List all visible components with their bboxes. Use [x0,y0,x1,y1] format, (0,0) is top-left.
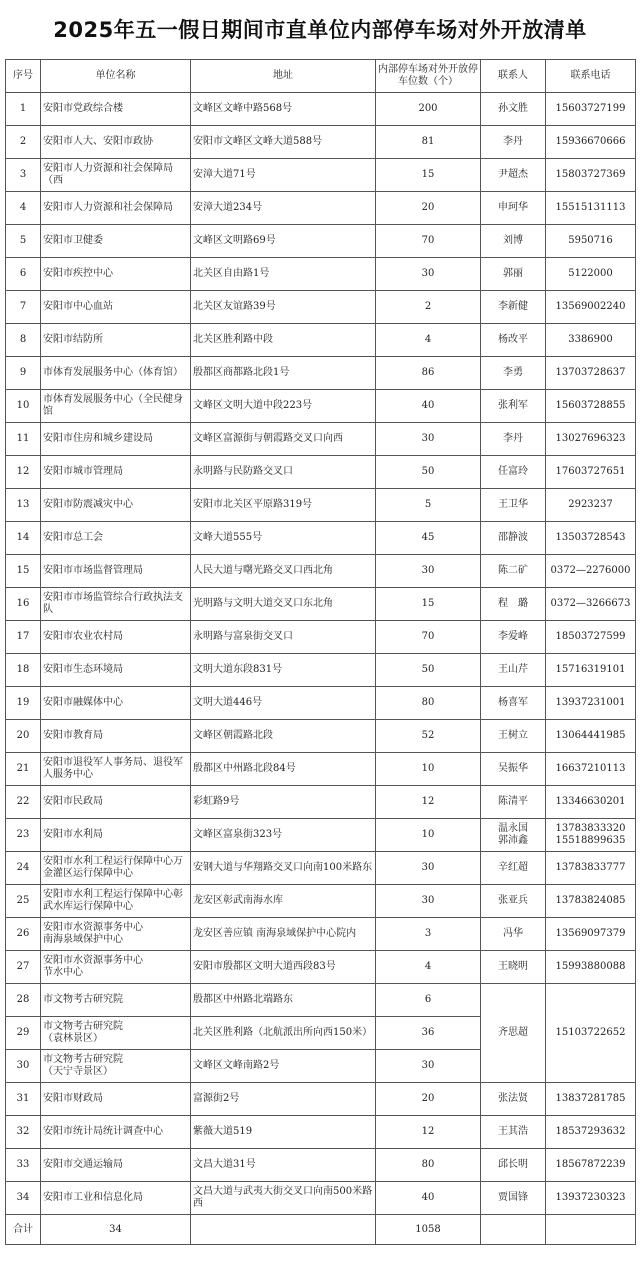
row-unit-name: 安阳市中心血站 [41,291,191,324]
table-body [6,93,636,1245]
row-parking-spaces: 3 [376,918,481,951]
row-contact-person: 吴振华 [481,753,546,786]
row-unit-name: 市文物考古研究院 （袁林景区） [41,1017,191,1050]
row-index: 14 [6,522,41,555]
table-row [6,951,636,984]
row-parking-spaces: 15 [376,159,481,192]
row-unit-name: 安阳市住房和城乡建设局 [41,423,191,456]
row-phone: 13569002240 [546,291,636,324]
row-unit-name: 安阳市水利局 [41,819,191,852]
row-index: 6 [6,258,41,291]
row-address: 安漳大道71号 [191,159,376,192]
header-phone: 联系电话 [546,60,636,93]
table-row [6,1083,636,1116]
row-address: 光明路与文明大道交叉口东北角 [191,588,376,621]
row-unit-name: 安阳市市场监管综合行政执法支 队 [41,588,191,621]
row-phone: 18503727599 [546,621,636,654]
row-phone: 15603728855 [546,390,636,423]
table-row [6,753,636,786]
row-index: 29 [6,1017,41,1050]
row-parking-spaces: 70 [376,225,481,258]
row-parking-spaces: 86 [376,357,481,390]
total-label: 合计 [6,1215,41,1245]
row-parking-spaces: 6 [376,984,481,1017]
table-row [6,225,636,258]
row-parking-spaces: 50 [376,654,481,687]
table-row [6,885,636,918]
row-parking-spaces: 36 [376,1017,481,1050]
row-parking-spaces: 20 [376,1083,481,1116]
header-address: 地址 [191,60,376,93]
table-row [6,621,636,654]
row-contact-person: 张利军 [481,390,546,423]
row-phone: 5950716 [546,225,636,258]
table-row [6,159,636,192]
row-address: 富源街2号 [191,1083,376,1116]
table-row [6,456,636,489]
row-index: 5 [6,225,41,258]
row-index: 10 [6,390,41,423]
row-address: 人民大道与曙光路交叉口西北角 [191,555,376,588]
row-contact-person: 辛红超 [481,852,546,885]
row-contact-person: 李丹 [481,126,546,159]
row-contact-person: 陈清平 [481,786,546,819]
row-index: 21 [6,753,41,786]
row-contact-person: 王树立 [481,720,546,753]
row-phone: 13937230323 [546,1182,636,1215]
row-phone: 16637210113 [546,753,636,786]
table-row [6,654,636,687]
row-index: 32 [6,1116,41,1149]
row-contact-person: 王其浩 [481,1116,546,1149]
table-row [6,1182,636,1215]
row-parking-spaces: 10 [376,753,481,786]
row-contact-person: 冯华 [481,918,546,951]
row-index: 24 [6,852,41,885]
row-contact-person: 任富玲 [481,456,546,489]
row-phone: 15936670666 [546,126,636,159]
row-contact-person: 陈二矿 [481,555,546,588]
row-parking-spaces: 30 [376,423,481,456]
row-address: 文峰区文峰南路2号 [191,1050,376,1083]
table-row [6,852,636,885]
row-contact-person: 李爱峰 [481,621,546,654]
row-address: 文峰区文明路69号 [191,225,376,258]
row-index: 17 [6,621,41,654]
row-parking-spaces: 30 [376,555,481,588]
row-parking-spaces: 4 [376,951,481,984]
row-unit-name: 市文物考古研究院 （天宁寺景区） [41,1050,191,1083]
row-address: 永明路与民防路交叉口 [191,456,376,489]
row-phone: 13783833320 15518899635 [546,819,636,852]
row-address: 北关区胜利路中段 [191,324,376,357]
row-address: 紫薇大道519 [191,1116,376,1149]
table-row [6,357,636,390]
row-address: 北关区自由路1号 [191,258,376,291]
row-index: 30 [6,1050,41,1083]
row-index: 25 [6,885,41,918]
row-index: 20 [6,720,41,753]
table-row [6,192,636,225]
table-row [6,687,636,720]
row-index: 33 [6,1149,41,1182]
row-contact-person: 齐思超 [481,984,546,1083]
row-index: 3 [6,159,41,192]
row-unit-name: 安阳市统计局统计调查中心 [41,1116,191,1149]
row-contact-person: 李勇 [481,357,546,390]
row-address: 龙安区善应镇 南海泉域保护中心院内 [191,918,376,951]
row-unit-name: 安阳市农业农村局 [41,621,191,654]
row-contact-person: 王山芹 [481,654,546,687]
row-address: 安阳市北关区平原路319号 [191,489,376,522]
row-parking-spaces: 81 [376,126,481,159]
row-parking-spaces: 2 [376,291,481,324]
row-phone: 15716319101 [546,654,636,687]
table-row [6,324,636,357]
row-phone: 15993880088 [546,951,636,984]
row-address: 殷都区商都路北段1号 [191,357,376,390]
row-contact-person: 张法贤 [481,1083,546,1116]
parking-list-table [5,59,636,1245]
row-contact-person: 李丹 [481,423,546,456]
row-index: 27 [6,951,41,984]
row-parking-spaces: 45 [376,522,481,555]
table-header-row [6,60,636,93]
row-unit-name: 安阳市结防所 [41,324,191,357]
row-unit-name: 市体育发展服务中心（体育馆） [41,357,191,390]
row-index: 22 [6,786,41,819]
row-index: 18 [6,654,41,687]
row-address: 安阳市殷都区文明大道西段83号 [191,951,376,984]
table-row [6,1149,636,1182]
row-address: 北关区胜利路（北航派出所向西150米） [191,1017,376,1050]
table-row [6,720,636,753]
row-contact-person: 尹超杰 [481,159,546,192]
row-contact-person: 刘博 [481,225,546,258]
row-parking-spaces: 12 [376,1116,481,1149]
row-index: 13 [6,489,41,522]
row-phone: 13937231001 [546,687,636,720]
row-parking-spaces: 70 [376,621,481,654]
row-unit-name: 安阳市人大、安阳市政协 [41,126,191,159]
row-unit-name: 安阳市融媒体中心 [41,687,191,720]
row-unit-name: 市文物考古研究院 [41,984,191,1017]
row-parking-spaces: 5 [376,489,481,522]
row-address: 文峰区富源街与朝霞路交叉口向西 [191,423,376,456]
row-index: 7 [6,291,41,324]
row-unit-name: 安阳市财政局 [41,1083,191,1116]
row-parking-spaces: 30 [376,885,481,918]
row-unit-name: 安阳市教育局 [41,720,191,753]
table-row [6,984,636,1017]
row-address: 文峰区文峰中路568号 [191,93,376,126]
row-unit-name: 安阳市退役军人事务局、退役军 人服务中心 [41,753,191,786]
row-phone: 17603727651 [546,456,636,489]
total-parking-spaces: 1058 [376,1215,481,1245]
table-row [6,1116,636,1149]
row-unit-name: 安阳市党政综合楼 [41,93,191,126]
table-row [6,786,636,819]
row-index: 16 [6,588,41,621]
row-index: 34 [6,1182,41,1215]
row-contact-person: 孙文胜 [481,93,546,126]
row-contact-person: 邱长明 [481,1149,546,1182]
total-blank-address [191,1215,376,1245]
table-row [6,126,636,159]
row-address: 彩虹路9号 [191,786,376,819]
row-index: 4 [6,192,41,225]
row-contact-person: 程 璐 [481,588,546,621]
table-row [6,489,636,522]
row-contact-person: 王卫华 [481,489,546,522]
row-parking-spaces: 80 [376,1149,481,1182]
table-row [6,918,636,951]
header-contact: 联系人 [481,60,546,93]
row-unit-name: 安阳市水资源事务中心 节水中心 [41,951,191,984]
row-address: 永明路与富泉街交叉口 [191,621,376,654]
document-title: 2025年五一假日期间市直单位内部停车场对外开放清单 [53,18,587,42]
row-phone: 13783833777 [546,852,636,885]
row-contact-person: 杨喜军 [481,687,546,720]
row-parking-spaces: 30 [376,258,481,291]
row-unit-name: 市体育发展服务中心（全民健身馆 [41,390,191,423]
row-unit-name: 安阳市生态环境局 [41,654,191,687]
row-phone: 13346630201 [546,786,636,819]
row-address: 龙安区彰武南海水库 [191,885,376,918]
row-unit-name: 安阳市卫健委 [41,225,191,258]
row-address: 文昌大道与武夷大街交叉口向南500米路西 [191,1182,376,1215]
row-phone: 13569097379 [546,918,636,951]
row-index: 12 [6,456,41,489]
row-parking-spaces: 200 [376,93,481,126]
table-row [6,522,636,555]
row-parking-spaces: 40 [376,390,481,423]
row-unit-name: 安阳市市场监督管理局 [41,555,191,588]
row-unit-name: 安阳市人力资源和社会保障局 [41,192,191,225]
row-address: 安漳大道234号 [191,192,376,225]
row-address: 文昌大道31号 [191,1149,376,1182]
row-address: 北关区友谊路39号 [191,291,376,324]
row-parking-spaces: 15 [376,588,481,621]
row-parking-spaces: 12 [376,786,481,819]
table-row [6,588,636,621]
row-index: 11 [6,423,41,456]
row-address: 殷都区中州路北段84号 [191,753,376,786]
row-parking-spaces: 80 [376,687,481,720]
header-unit: 单位名称 [41,60,191,93]
row-contact-person: 王晓明 [481,951,546,984]
row-phone: 15603727199 [546,93,636,126]
row-unit-name: 安阳市水利工程运行保障中心彰 武水库运行保障中心 [41,885,191,918]
row-index: 15 [6,555,41,588]
row-phone: 15515131113 [546,192,636,225]
row-unit-name: 安阳市总工会 [41,522,191,555]
row-index: 9 [6,357,41,390]
row-address: 文明大道东段831号 [191,654,376,687]
row-unit-name: 安阳市人力资源和社会保障局（西 [41,159,191,192]
total-unit-count: 34 [41,1215,191,1245]
row-contact-person: 郭丽 [481,258,546,291]
row-address: 文峰区富泉街323号 [191,819,376,852]
row-phone: 15803727369 [546,159,636,192]
row-unit-name: 安阳市疾控中心 [41,258,191,291]
table-row [6,819,636,852]
row-index: 2 [6,126,41,159]
row-unit-name: 安阳市民政局 [41,786,191,819]
row-index: 28 [6,984,41,1017]
row-phone: 0372—3266673 [546,588,636,621]
row-index: 31 [6,1083,41,1116]
table-row [6,258,636,291]
row-parking-spaces: 4 [376,324,481,357]
row-phone: 13027696323 [546,423,636,456]
row-index: 19 [6,687,41,720]
row-phone: 13837281785 [546,1083,636,1116]
table-row [6,555,636,588]
row-contact-person: 李新健 [481,291,546,324]
row-contact-person: 温永国 郭沛鑫 [481,819,546,852]
table-row [6,93,636,126]
row-parking-spaces: 20 [376,192,481,225]
total-blank-contact [481,1215,546,1245]
row-parking-spaces: 30 [376,852,481,885]
row-address: 文峰区文明大道中段223号 [191,390,376,423]
row-unit-name: 安阳市防震减灾中心 [41,489,191,522]
row-index: 23 [6,819,41,852]
row-contact-person: 申珂华 [481,192,546,225]
row-unit-name: 安阳市工业和信息化局 [41,1182,191,1215]
row-address: 文峰大道555号 [191,522,376,555]
row-unit-name: 安阳市城市管理局 [41,456,191,489]
row-unit-name: 安阳市水资源事务中心 南海泉域保护中心 [41,918,191,951]
row-index: 26 [6,918,41,951]
row-parking-spaces: 50 [376,456,481,489]
row-phone: 18567872239 [546,1149,636,1182]
table-row [6,390,636,423]
row-index: 8 [6,324,41,357]
row-phone: 3386900 [546,324,636,357]
row-contact-person: 贾国锋 [481,1182,546,1215]
row-contact-person: 邵静波 [481,522,546,555]
row-phone: 13503728543 [546,522,636,555]
total-blank-phone [546,1215,636,1245]
row-address: 殷都区中州路北端路东 [191,984,376,1017]
row-phone: 2923237 [546,489,636,522]
row-unit-name: 安阳市交通运输局 [41,1149,191,1182]
row-index: 1 [6,93,41,126]
row-parking-spaces: 30 [376,1050,481,1083]
row-parking-spaces: 10 [376,819,481,852]
header-spaces: 内部停车场对外开放停车位数（个） [376,60,481,93]
row-address: 文明大道446号 [191,687,376,720]
row-address: 安阳市文峰区文峰大道588号 [191,126,376,159]
header-index: 序号 [6,60,41,93]
row-address: 文峰区朝霞路北段 [191,720,376,753]
row-parking-spaces: 52 [376,720,481,753]
row-phone: 13703728637 [546,357,636,390]
row-phone: 0372—2276000 [546,555,636,588]
row-unit-name: 安阳市水利工程运行保障中心万 金灌区运行保障中心 [41,852,191,885]
table-row [6,423,636,456]
row-phone: 13783824085 [546,885,636,918]
row-phone: 18537293632 [546,1116,636,1149]
table-row [6,291,636,324]
row-contact-person: 杨改平 [481,324,546,357]
total-row [6,1215,636,1245]
row-contact-person: 张亚兵 [481,885,546,918]
row-parking-spaces: 40 [376,1182,481,1215]
row-address: 安钢大道与华翔路交叉口向南100米路东 [191,852,376,885]
row-phone: 15103722652 [546,984,636,1083]
row-phone: 13064441985 [546,720,636,753]
row-phone: 5122000 [546,258,636,291]
